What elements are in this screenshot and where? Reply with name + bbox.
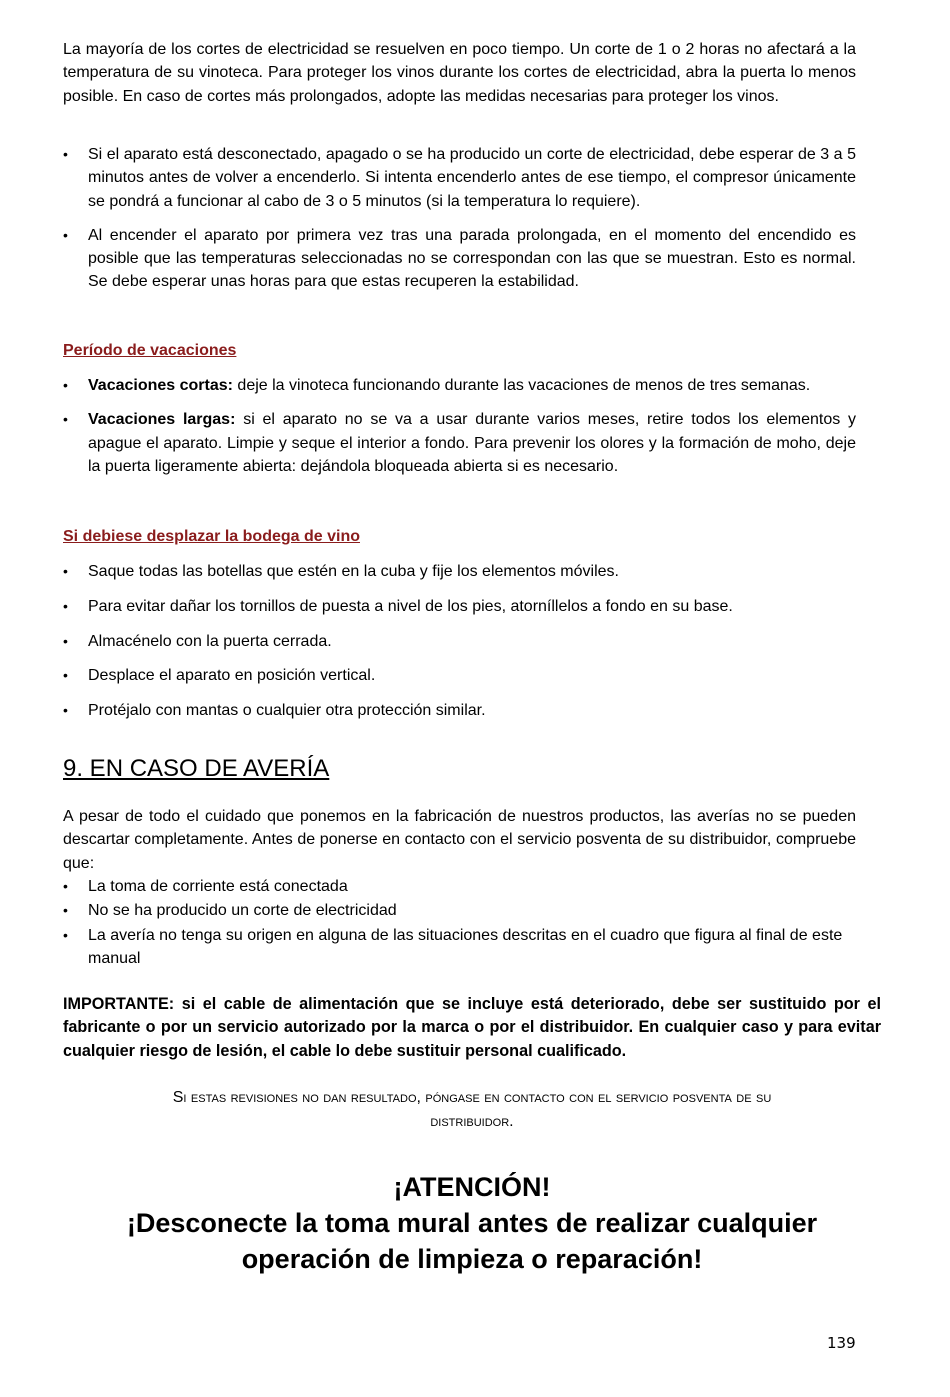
long-vacation-label: Vacaciones largas: bbox=[88, 411, 236, 429]
long-vacation-text: si el aparato no se va a usar durante varios meses, retire todos los elementos y apague el aparato. Limpie y seque el interior a fondo. Para prevenir los olores y la formación de moho, deje la puerta ligeramente abierta: dejándola bloqueada abierta si es necesario. bbox=[88, 411, 856, 475]
important-notice: IMPORTANTE: si el cable de alimentación que se incluye está deteriorado, debe ser sustituido por el fabricante o por un servicio autorizado por la marca o por el distribuidor. En cualquier caso y para evitar cualquier riesgo de lesión, el cable lo debe sustituir personal cualificado. bbox=[63, 995, 881, 1060]
list-item: • Protéjalo con mantas o cualquier otra protección similar. bbox=[63, 699, 856, 722]
list-item: • Saque todas las botellas que estén en la cuba y fije los elementos móviles. bbox=[63, 560, 856, 583]
list-item: • Desplace el aparato en posición vertical. bbox=[63, 664, 856, 687]
attention-line-3: operación de limpieza o reparación! bbox=[241, 1244, 703, 1274]
vacation-section-title: Período de vacaciones bbox=[63, 342, 237, 359]
list-item: • Si el aparato está desconectado, apagado o se ha producido un corte de electricidad, debe esperar de 3 a 5 minutos antes de volver a encenderlo. Si intenta encenderlo antes de ese tiempo, el compresor únicamente se pondrá a funcionar al cabo de 3 o 5 minutos (si la temperatura lo requiere). bbox=[63, 143, 856, 213]
short-vacation-label: Vacaciones cortas: bbox=[88, 377, 233, 394]
list-item: • La toma de corriente está conectada bbox=[63, 875, 881, 898]
power-cut-list bbox=[63, 143, 856, 294]
moving-section-title: Si debiese desplazar la bodega de vino bbox=[63, 528, 360, 545]
list-item bbox=[63, 374, 856, 397]
attention-title: ¡ATENCIÓN! bbox=[393, 1172, 551, 1202]
breakdown-heading: 9. EN CASO DE AVERÍA bbox=[63, 755, 330, 782]
list-item bbox=[63, 408, 856, 478]
contact-line-2: distribuidor. bbox=[430, 1113, 514, 1130]
moving-list bbox=[63, 560, 856, 722]
vacation-list bbox=[63, 374, 856, 478]
list-item: • No se ha producido un corte de electricidad bbox=[63, 899, 881, 922]
contact-service-notice bbox=[63, 1086, 881, 1134]
attention-line-2: ¡Desconecte la toma mural antes de realizar cualquier bbox=[126, 1208, 818, 1238]
breakdown-checklist bbox=[63, 875, 881, 970]
list-item: • Al encender el aparato por primera vez tras una parada prolongada, en el momento del encendido es posible que las temperaturas seleccionadas no se correspondan con las que se muestran. Esto es normal. Se debe esperar unas horas para que estas recuperen la estabilidad. bbox=[63, 224, 856, 294]
attention-warning bbox=[63, 1169, 881, 1277]
list-item: • Almacénelo con la puerta cerrada. bbox=[63, 630, 856, 653]
short-vacation-text: deje la vinoteca funcionando durante las vacaciones de menos de tres semanas. bbox=[232, 377, 811, 394]
page-number: 139 bbox=[827, 1334, 856, 1352]
contact-line-1: Si estas revisiones no dan resultado, póngase en contacto con el servicio posventa de su bbox=[172, 1089, 772, 1106]
breakdown-paragraph: A pesar de todo el cuidado que ponemos en la fabricación de nuestros productos, las averías no se pueden descartar completamente. Antes de ponerse en contacto con el servicio posventa de su distribuidor, compruebe que: bbox=[63, 808, 856, 872]
intro-paragraph: La mayoría de los cortes de electricidad se resuelven en poco tiempo. Un corte de 1 o 2 horas no afectará a la temperatura de su vinoteca. Para proteger los vinos durante los cortes de electricidad, abra la puerta lo menos posible. En caso de cortes más prolongados, adopte las medidas necesarias para proteger los vinos. bbox=[63, 41, 856, 105]
list-item: • Para evitar dañar los tornillos de puesta a nivel de los pies, atorníllelos a fondo en su base. bbox=[63, 595, 856, 618]
list-item: • La avería no tenga su origen en alguna de las situaciones descritas en el cuadro que figura al final de este manual bbox=[63, 924, 881, 971]
